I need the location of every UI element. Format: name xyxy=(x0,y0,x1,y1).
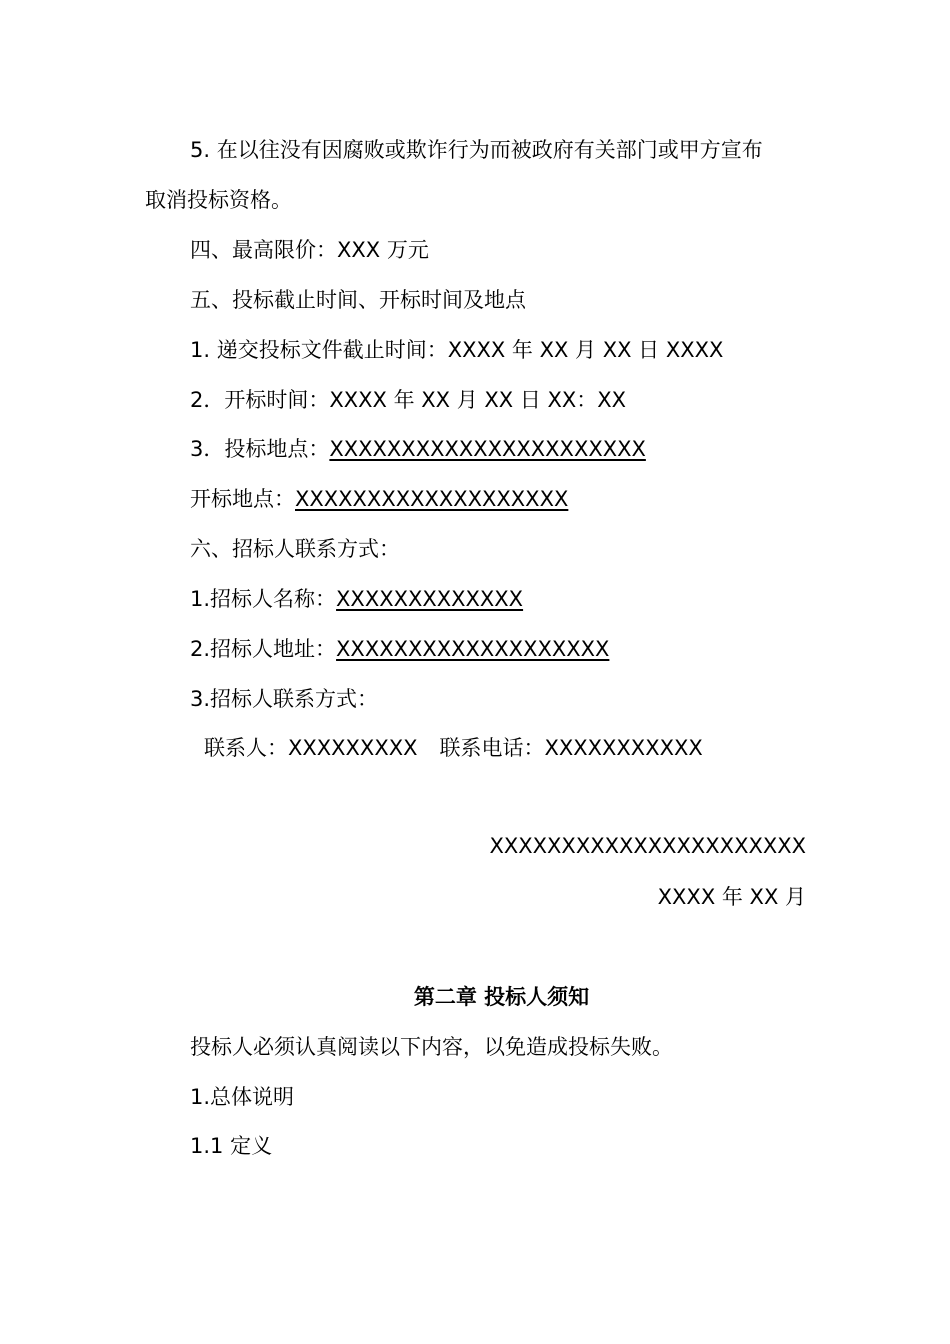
section-5-heading: 五、投标截止时间、开标时间及地点 xyxy=(190,288,526,312)
open-place-value: XXXXXXXXXXXXXXXXXXX xyxy=(295,487,569,511)
tenderer-address-line xyxy=(190,634,609,664)
section-6-heading: 六、招标人联系方式： xyxy=(190,537,400,561)
bid-place-line xyxy=(190,434,646,464)
tenderer-address-label: 2.招标人地址： xyxy=(190,637,337,661)
tenderer-address-value: XXXXXXXXXXXXXXXXXXX xyxy=(336,637,610,661)
bid-place-label: 3．投标地点： xyxy=(190,437,330,461)
chapter-title: 第二章 投标人须知 xyxy=(413,985,590,1009)
deadline-line: 1. 递交投标文件截止时间：XXXX 年 XX 月 XX 日 XXXX xyxy=(190,338,724,362)
signature-organization: XXXXXXXXXXXXXXXXXXXXXX xyxy=(489,834,806,858)
paragraph-item5-line1: 5. 在以往没有因腐败或欺诈行为而被政府有关部门或甲方宣布 xyxy=(190,138,763,162)
open-place-label: 开标地点： xyxy=(190,487,295,511)
bid-place-value: XXXXXXXXXXXXXXXXXXXXXX xyxy=(329,437,646,461)
section-4-max-price: 四、最高限价：XXX 万元 xyxy=(190,238,429,262)
contact-person: 联系人：XXXXXXXXX xyxy=(204,736,418,760)
signature-date: XXXX 年 XX 月 xyxy=(657,885,806,909)
tenderer-name-label: 1.招标人名称： xyxy=(190,587,337,611)
paragraph-item5-line2: 取消投标资格。 xyxy=(145,188,292,212)
contact-line xyxy=(204,733,703,763)
contact-phone: 联系电话：XXXXXXXXXXX xyxy=(439,736,703,760)
intro-paragraph: 投标人必须认真阅读以下内容，以免造成投标失败。 xyxy=(190,1035,673,1059)
tenderer-name-line xyxy=(190,584,523,614)
open-time-line: 2．开标时间：XXXX 年 XX 月 XX 日 XX：XX xyxy=(190,388,627,412)
contact-heading: 3.招标人联系方式： xyxy=(190,687,379,711)
tenderer-name-value: XXXXXXXXXXXXX xyxy=(336,587,524,611)
section-1-1-heading: 1.1 定义 xyxy=(190,1134,273,1158)
section-1-heading: 1.总体说明 xyxy=(190,1085,295,1109)
open-place-line xyxy=(190,484,568,514)
